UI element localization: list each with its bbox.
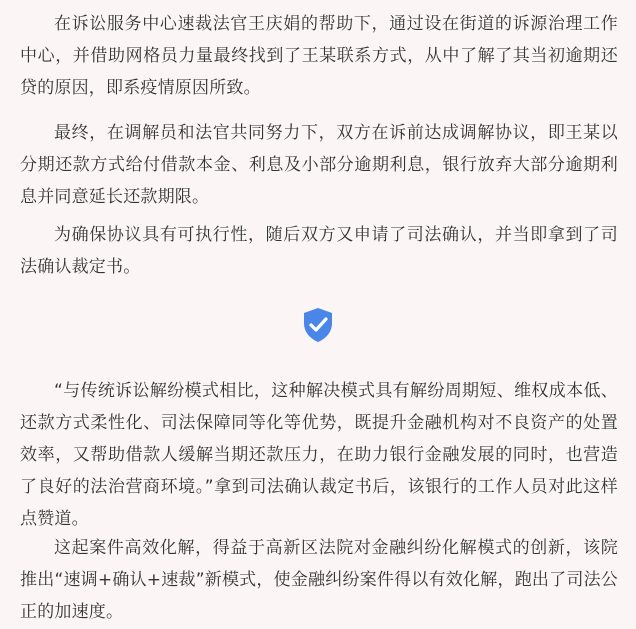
shield-check-icon — [302, 307, 334, 343]
article-paragraph: 这起案件高效化解，得益于高新区法院对金融纠纷化解模式的创新，该院推出“速调+确认+速裁”新模式，使金融纠纷案件得以有效化解，跑出了司法公正的加速度。 — [20, 538, 618, 622]
article-paragraph: 为确保协议具有可执行性，随后双方又申请了司法确认，并当即拿到了司法确认裁定书。 — [20, 225, 618, 277]
article-paragraph: “与传统诉讼解纷模式相比，这种解决模式具有解纷周期短、维权成本低、还款方式柔性化、司法保障同等化等优势，既提升金融机构对不良资产的处置效率，又帮助借款人缓解当期还款压力，在助力银行金融发展的同时，也营造了良好的法治营商环境。”拿到司法确认裁定书后，该银行的工作人员对此这样点赞道。 — [20, 381, 618, 529]
article-paragraph: 在诉讼服务中心速裁法官王庆娟的帮助下，通过设在街道的诉源治理工作中心，并借助网格员力量最终找到了王某联系方式，从中了解了其当初逾期还贷的原因，即系疫情原因所致。 — [20, 14, 618, 98]
shield-check-icon-graphic — [302, 307, 334, 343]
article-paragraph: 最终，在调解员和法官共同努力下，双方在诉前达成调解协议，即王某以分期还款方式给付借款本金、利息及小部分逾期利息，银行放弃大部分逾期利息并同意延长还款期限。 — [20, 123, 618, 207]
